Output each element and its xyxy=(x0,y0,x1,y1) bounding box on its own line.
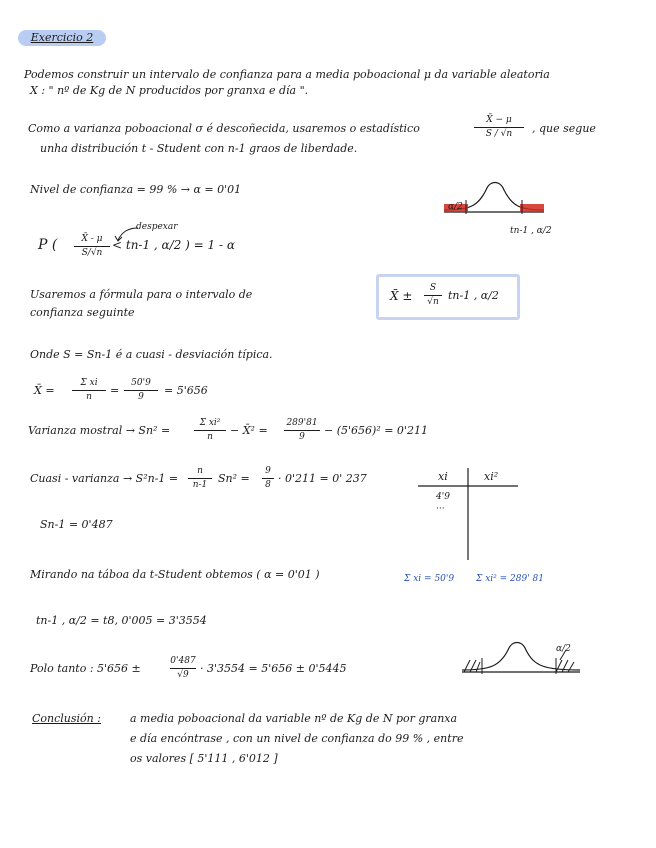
mean-num-1: Σ xi xyxy=(80,378,98,388)
sv-num-2: 289'81 xyxy=(286,418,318,428)
table-row-2: ··· xyxy=(436,504,445,514)
boxed-numerator: S xyxy=(429,283,437,293)
table-header-xi2: xi² xyxy=(484,470,499,483)
statistic-line-1: Como a varianza poboacional σ é descoñecida, usaremos o estadístico xyxy=(28,122,420,135)
quasi-sd: Sn-1 = 0'487 xyxy=(40,518,113,531)
formula-line-2: confianza seguinte xyxy=(30,306,135,319)
mean-fraction-1 xyxy=(72,378,106,403)
sample-variance-fraction-2 xyxy=(284,418,320,443)
values-table-lines xyxy=(418,464,524,560)
quasi-variance-fraction-2 xyxy=(262,466,274,491)
quasi-variance-label: Cuasi - varianza → S²n-1 = xyxy=(30,472,179,485)
sample-variance-result: − (5'656)² = 0'211 xyxy=(324,424,428,437)
boxed-fraction xyxy=(424,283,442,308)
sum-x: Σ xi = 50'9 xyxy=(404,574,455,584)
probability-numerator: X̄ - μ xyxy=(81,234,103,244)
statistic-numerator: X̄ − μ xyxy=(486,115,512,125)
quasi-variance-result: · 0'211 = 0' 237 xyxy=(278,472,367,485)
qv-num-2: 9 xyxy=(265,466,271,476)
boxed-t: tn-1 , α/2 xyxy=(448,289,499,302)
mean-equals: = xyxy=(110,384,120,397)
result-rhs: · 3'3554 = 5'656 ± 0'5445 xyxy=(200,662,347,675)
statistic-line-2: unha distribución t - Student con n-1 graos de liberdade. xyxy=(40,142,358,155)
statistic-denominator: S / √n xyxy=(485,129,513,139)
tail-label-right: α/2 xyxy=(556,644,571,654)
probability-fraction xyxy=(74,234,110,259)
sample-variance-mid: − X̄² = xyxy=(230,424,268,437)
conclusion-line-3: os valores [ 5'111 , 6'012 ] xyxy=(130,752,278,765)
formula-line-1: Usaremos a fórmula para o intervalo de xyxy=(30,288,253,301)
conclusion-line-1: a media poboacional da variable nº de Kg de N por granxa xyxy=(130,712,458,725)
confidence-level: Nivel de confianza = 99 % → α = 0'01 xyxy=(30,183,242,196)
probability-denominator: S/√n xyxy=(81,248,103,258)
exercise-title: Exercicio 2 xyxy=(18,30,106,46)
sv-den: n xyxy=(207,432,213,442)
table-row-1: 4'9 xyxy=(436,492,450,502)
intro-line-1: Podemos construir un intervalo de confianza para a media poboacional μ da variable aleatoria xyxy=(24,68,550,81)
conclusion-label: Conclusión : xyxy=(32,712,101,725)
probability-rhs: < tn-1 , α/2 ) = 1 - α xyxy=(112,238,235,252)
where-line: Onde S = Sn-1 é a cuasi - desviación típica. xyxy=(30,348,273,361)
quasi-variance-mid: Sn² = xyxy=(218,472,250,485)
probability-lhs: P ( xyxy=(38,237,58,253)
mean-lhs: X̄ = xyxy=(34,384,55,397)
critical-value-label: tn-1 , α/2 xyxy=(510,226,552,236)
result-lhs: Polo tanto : 5'656 ± xyxy=(30,662,141,675)
despexar-annotation: despexar xyxy=(136,222,178,232)
statistic-fraction xyxy=(474,115,524,140)
boxed-denominator: √n xyxy=(427,297,439,307)
result-fraction xyxy=(170,656,196,681)
quasi-variance-fraction xyxy=(188,466,212,491)
result-den: √9 xyxy=(177,670,189,680)
statistic-after: , que segue xyxy=(532,122,596,135)
mean-den-1: n xyxy=(86,392,92,402)
mean-result: = 5'656 xyxy=(164,384,208,397)
mean-fraction-2 xyxy=(124,378,158,403)
sample-variance-label: Varianza mostral → Sn² = xyxy=(28,424,171,437)
table-header-xi: xi xyxy=(438,470,448,483)
result-num: 0'487 xyxy=(170,656,196,666)
t-value: tn-1 , α/2 = t8, 0'005 = 3'3554 xyxy=(36,614,207,627)
intro-line-2: X : " nº de Kg de N producidos por granxa e día ". xyxy=(30,84,309,97)
table-lookup: Mirando na táboa da t-Student obtemos ( α = 0'01 ) xyxy=(30,568,320,581)
sample-variance-fraction xyxy=(194,418,226,443)
mean-den-2: 9 xyxy=(138,392,144,402)
boxed-mean: X̄ ± xyxy=(390,289,413,303)
sum-x2: Σ xi² = 289' 81 xyxy=(476,574,545,584)
qv-num: n xyxy=(197,466,203,476)
qv-den-2: 8 xyxy=(265,480,271,490)
conclusion-line-2: e día encóntrase , con un nivel de confianza do 99 % , entre xyxy=(130,732,464,745)
qv-den: n-1 xyxy=(192,480,208,490)
mean-num-2: 50'9 xyxy=(131,378,151,388)
sv-den-2: 9 xyxy=(299,432,305,442)
sv-num: Σ xi² xyxy=(199,418,221,428)
tail-label-left: α/2 xyxy=(448,202,463,212)
